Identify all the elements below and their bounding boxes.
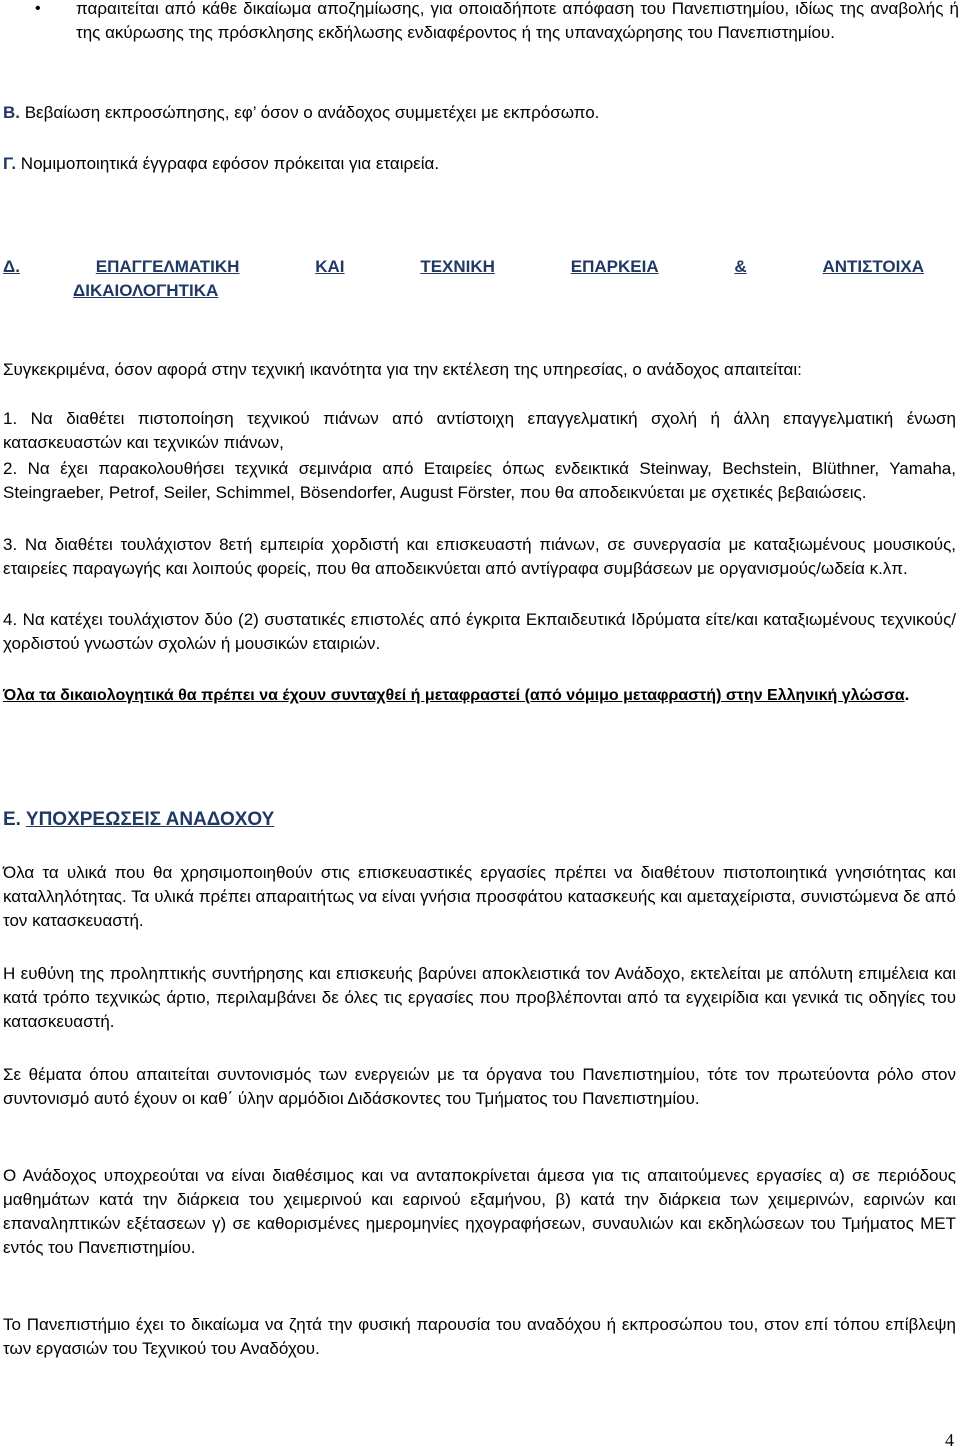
item-b xyxy=(3,101,956,125)
requirement-1-text: Να διαθέτει πιστοποίηση τεχνικού πιάνων από αντίστοιχη επαγγελματική σχολή ή άλλη επαγγελματική ένωση κατασκευαστών και τεχνικών πιάνων, xyxy=(3,409,956,452)
item-g xyxy=(3,152,956,176)
section-e-label: Ε. xyxy=(3,809,21,830)
section-d-heading-line2: ΔΙΚΑΙΟΛΟΓΗΤΙΚΑ xyxy=(73,281,219,300)
section-d-heading-line1 xyxy=(3,255,924,279)
requirement-4-text: Να κατέχει τουλάχιστον δύο (2) συστατικές επιστολές από έγκριτα Εκπαιδευτικά Ιδρύματα είτε/και καταξιωμένους τεχνικούς/χορδιστού γνωστών σχολών ή μουσικών εταιριών. xyxy=(3,610,956,653)
section-e-paragraph-5: Το Πανεπιστήμιο έχει το δικαίωμα να ζητά την φυσική παρουσία του αναδόχου ή εκπροσώπου του, στον επί τόπου επίβλεψη των εργασιών του Τεχνικού του Αναδόχου. xyxy=(3,1315,956,1358)
section-e-paragraph-1: Όλα τα υλικά που θα χρησιμοποιηθούν στις επισκευαστικές εργασίες πρέπει να διαθέτουν πιστοποιητικά γνησιότητας και καταλληλότητας. Τα υλικά πρέπει απαραιτήτως να είναι γνήσια προσφάτου κατασκευής και αμεταχείριστα, συνιστώμενα δε από τον κατασκευαστή. xyxy=(3,863,956,930)
requirement-3 xyxy=(3,533,956,581)
section-e-paragraph-2: Η ευθύνη της προληπτικής συντήρησης και επισκευής βαρύνει αποκλειστικά τον Ανάδοχο, εκτελείται με απόλυτη επιμέλεια και κατά τρόπο τεχνικώς άρτιο, περιλαμβάνει δε όλες τις εργασίες που προβλέπονται από τα εγχειρίδια και γενικά τις οδηγίες του κατασκευαστή. xyxy=(3,964,956,1031)
requirement-3-number: 3. xyxy=(3,535,18,554)
heading-word: Δ. xyxy=(3,257,20,276)
translation-note-end: . xyxy=(904,685,910,704)
heading-word: ΚΑΙ xyxy=(315,257,345,276)
translation-note-text: Όλα τα δικαιολογητικά θα πρέπει να έχουν συνταχθεί ή μεταφραστεί (από νόμιμο μεταφραστή) στην Ελληνική γλώσσα xyxy=(3,687,905,704)
item-b-label: Β. xyxy=(3,103,20,122)
requirement-1-number: 1. xyxy=(3,409,18,428)
bullet-symbol: • xyxy=(35,0,41,17)
section-d-intro: Συγκεκριμένα, όσον αφορά στην τεχνική ικανότητα για την εκτέλεση της υπηρεσίας, ο ανάδοχος απαιτείται: xyxy=(3,360,802,379)
requirement-4 xyxy=(3,608,956,656)
item-b-text: Βεβαίωση εκπροσώπησης, εφ’ όσον ο ανάδοχος συμμετέχει με εκπρόσωπο. xyxy=(20,103,600,122)
section-d-heading xyxy=(3,255,924,303)
heading-word: & xyxy=(734,257,747,276)
item-g-text: Νομιμοποιητικά έγγραφα εφόσον πρόκειται για εταιρεία. xyxy=(16,154,440,173)
section-e-paragraph-3: Σε θέματα όπου απαιτείται συντονισμός των ενεργειών με τα όργανα του Πανεπιστημίου, τότε τον πρωτεύοντα ρόλο στον συντονισμό αυτό έχουν οι καθ΄ ύλην αρμόδιοι Διδάσκοντες του Τμήματος του Πανεπιστημίου. xyxy=(3,1065,956,1108)
translation-note xyxy=(3,683,956,709)
heading-word: ΕΠΑΓΓΕΛΜΑΤΙΚΗ xyxy=(95,257,240,276)
section-e-paragraph-4: Ο Ανάδοχος υποχρεούται να είναι διαθέσιμος και να ανταποκρίνεται άμεσα για τις απαιτούμενες εργασίες α) σε περιόδους μαθημάτων κατά την διάρκεια του χειμερινού και εαρινού εξαμήνου, β) κατά την διάρκεια των χειμερινών, εαρινών και επαναληπτικών εξέτασεων γ) σε καθορισμένες ημερομηνίες ηχογραφήσεων, συναυλιών και εκδηλώσεων του Τμήματος ΜΕΤ εντός του Πανεπιστημίου. xyxy=(3,1166,956,1257)
page-number: 4 xyxy=(945,1430,954,1450)
section-e-heading xyxy=(3,808,956,832)
item-g-label: Γ. xyxy=(3,154,17,173)
heading-word: ΤΕΧΝΙΚΗ xyxy=(420,257,495,276)
heading-word: ΑΝΤΙΣΤΟΙΧΑ xyxy=(822,257,924,276)
requirement-2-text: Να έχει παρακολουθήσει τεχνικά σεμινάρια από Εταιρείες όπως ενδεικτικά Steinway, Bechstein, Blüthner, Yamaha, Steingraeber, Petrof, Seiler, Schimmel, Bösendorfer, August Förster, που θα αποδεικνύεται με σχετικές βεβαιώσεις. xyxy=(3,459,956,502)
requirement-1 xyxy=(3,407,956,455)
heading-word: ΕΠΑΡΚΕΙΑ xyxy=(570,257,659,276)
requirement-3-text: Να διαθέτει τουλάχιστον 8ετή εμπειρία χορδιστή και επισκευαστή πιάνων, σε συνεργασία με καταξιωμένους μουσικούς, εταιρείες παραγωγής και λοιπούς φορείς, που θα αποδεικνύεται από αντίγραφα συμβάσεων με οργανισμούς/ωδεία κ.λπ. xyxy=(3,535,956,578)
bullet-text: παραιτείται από κάθε δικαίωμα αποζημίωσης, για οποιαδήποτε απόφαση του Πανεπιστημίου, ιδίως της αναβολής ή της ακύρωσης της πρόσκλησης εκδήλωσης ενδιαφέροντος ή της υπαναχώρησης του Πανεπιστημίου. xyxy=(76,0,959,42)
requirement-2-number: 2. xyxy=(3,459,18,478)
section-e-title: ΥΠΟΧΡΕΩΣΕΙΣ ΑΝΑΔΟΧΟΥ xyxy=(25,809,275,830)
requirement-2 xyxy=(3,457,956,505)
requirement-4-number: 4. xyxy=(3,610,18,629)
